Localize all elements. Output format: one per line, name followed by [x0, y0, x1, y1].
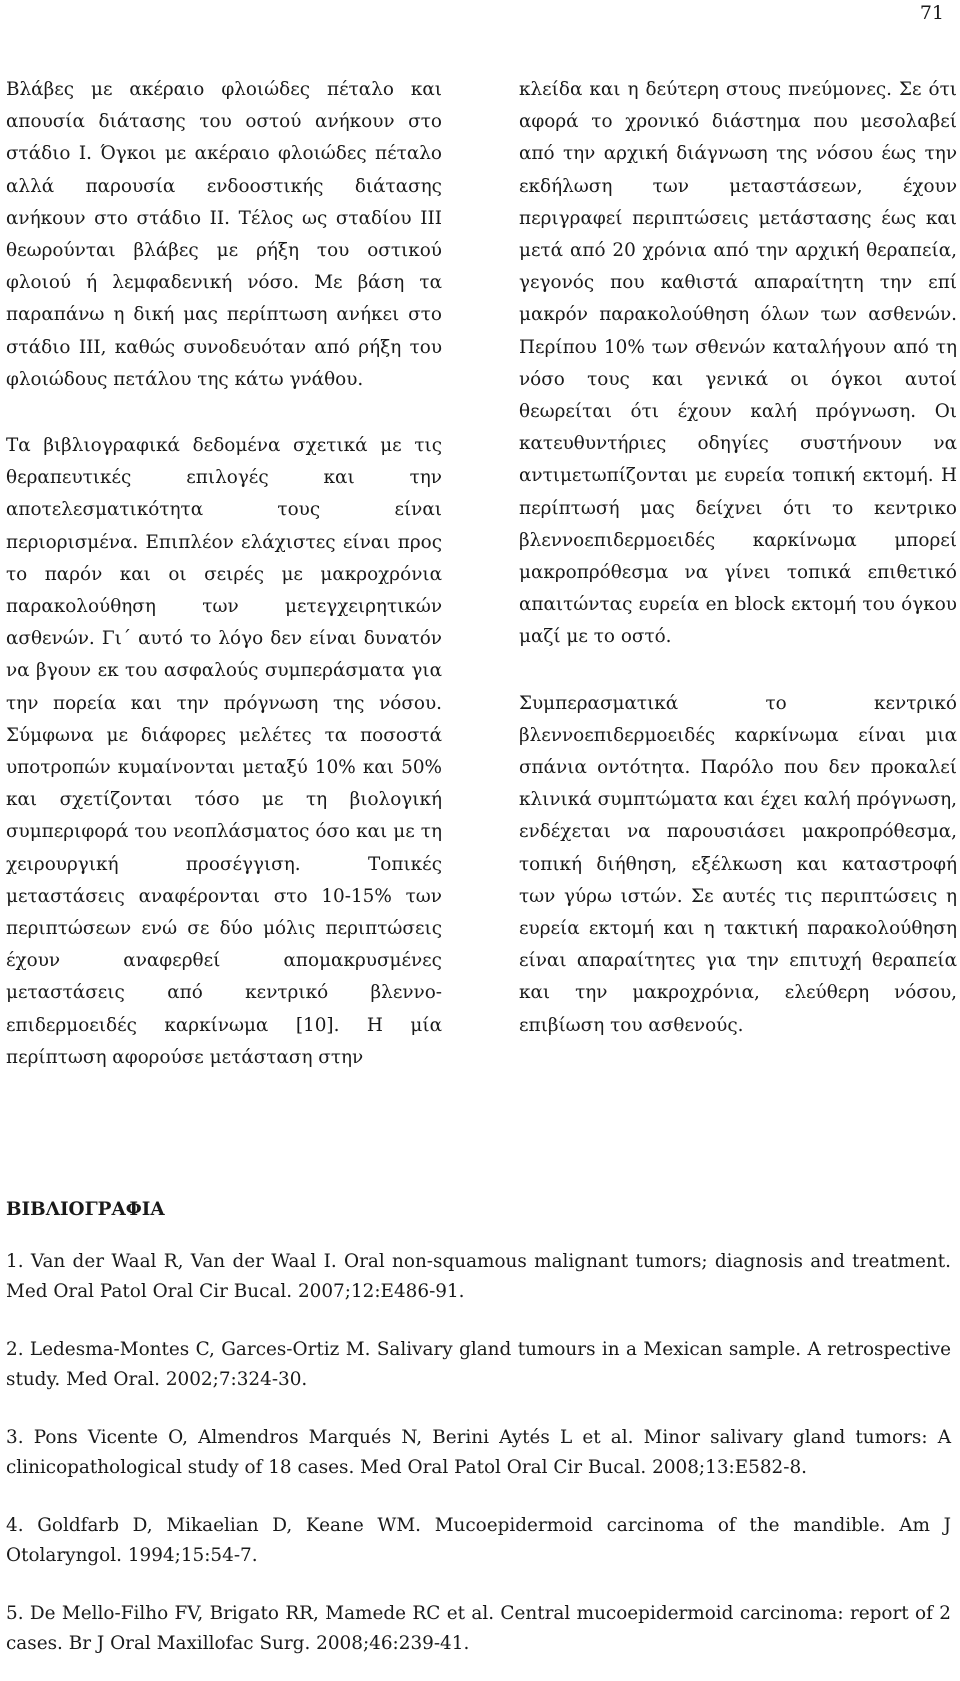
reference-item: 1. Van der Waal R, Van der Waal I. Oral non-squamous malignant tumors; diagnosis and treatment. Med Oral Patol Oral Cir Bucal. 2007;12:E486-91. — [6, 1251, 951, 1302]
reference-item: 2. Ledesma-Montes C, Garces-Ortiz M. Salivary gland tumours in a Mexican sample. A retrospective study. Med Oral. 2002;7:324-30. — [6, 1339, 951, 1390]
left-column — [6, 74, 442, 1074]
left-paragraph-2: Τα βιβλιογραφικά δεδομένα σχετικά με τις θεραπευτικές επιλογές και την αποτελεσματικότητα τους είναι περιορισμένα. Επιπλέον ελάχιστες είναι προς το παρόν και οι σειρές με μακροχρόνια παρακολούθηση των μετεγχειρητικών ασθενών. Γι΄ αυτό το λόγο δεν είναι δυνατόν να βγουν εκ του ασφαλούς συμπεράσματα για την πορεία και την πρόγνωση της νόσου. Σύμφωνα με διάφορες μελέτες τα ποσοστά υποτροπών κυμαίνονται μεταξύ 10% και 50% και σχετίζονται τόσο με τη βιολογική συμπεριφορά του νεοπλάσματος όσο και με τη χειρουργική προσέγγιση. Τοπικές μεταστάσεις αναφέρονται στο 10-15% των περιπτώσεων ενώ σε δύο μόλις περιπτώσεις έχουν αναφερθεί απομακρυσμένες μεταστάσεις από κεντρικό βλεννο-επιδερμοειδές καρκίνωμα [10]. Η μία περίπτωση αφορούσε μετάσταση στην — [6, 435, 442, 1068]
right-paragraph-2: Συμπερασματικά το κεντρικό βλεννοεπιδερμοειδές καρκίνωμα είναι μια σπάνια οντότητα. Παρόλο που δεν προκαλεί κλινικά συμπτώματα και έχει καλή πρόγνωση, ενδέχεται να παρουσιάσει μακροπρόθεσμα, τοπική διήθηση, εξέλκωση και καταστροφή των γύρω ιστών. Σε αυτές τις περιπτώσεις η ευρεία εκτομή και η τακτική παρακολούθηση είναι απαραίτητες για την επιτυχή θεραπεία και την μακροχρόνια, ελεύθερη νόσου, επιβίωση του ασθενούς. — [519, 692, 957, 1036]
body-columns — [6, 74, 960, 1144]
reference-item: 5. De Mello-Filho FV, Brigato RR, Mamede RC et al. Central mucoepidermoid carcinoma: report of 2 cases. Br J Oral Maxillofac Surg. 2008;46:239-41. — [6, 1603, 951, 1654]
bibliography-heading: ΒΙΒΛΙΟΓΡΑΦΙΑ — [6, 1199, 165, 1220]
right-column — [519, 74, 957, 1042]
page-number: 71 — [919, 2, 944, 24]
bibliography-section — [6, 1195, 951, 1659]
left-paragraph-1: Βλάβες με ακέραιο φλοιώδες πέταλο και απουσία διάτασης του οστού ανήκουν στο στάδιο Ι. Όγκοι με ακέραιο φλοιώδες πέταλο αλλά παρουσία ενδοοστικής διάτασης ανήκουν στο στάδιο ΙΙ. Τέλος ως σταδίου ΙΙΙ θεωρούνται βλάβες με ρήξη του οστικού φλοιού ή λεμφαδενική νόσο. Με βάση τα παραπάνω η δική μας περίπτωση ανήκει στο στάδιο ΙΙΙ, καθώς συνοδευόταν από ρήξη του φλοιώδους πετάλου της κάτω γνάθου. — [6, 79, 442, 390]
reference-item: 3. Pons Vicente O, Almendros Marqués N, Berini Aytés L et al. Minor salivary gland tumors: A clinicopathological study of 18 cases. Med Oral Patol Oral Cir Bucal. 2008;13:E582-8. — [6, 1427, 951, 1478]
reference-item: 4. Goldfarb D, Mikaelian D, Keane WM. Mucoepidermoid carcinoma of the mandible. Am J Otolaryngol. 1994;15:54-7. — [6, 1515, 951, 1566]
right-paragraph-1: κλείδα και η δεύτερη στους πνεύμονες. Σε ότι αφορά το χρονικό διάστημα που μεσολαβεί από την αρχική διάγνωση της νόσου έως την εκδήλωση των μεταστάσεων, έχουν περιγραφεί περιπτώσεις μετάστασης έως και μετά από 20 χρόνια από την αρχική θεραπεία, γεγονός που καθιστά απαραίτητη την επί μακρόν παρακολούθηση όλων των ασθενών. Περίπου 10% των σθενών καταλήγουν από τη νόσο τους και γενικά οι όγκοι αυτοί θεωρείται ότι έχουν καλή πρόγνωση. Οι κατευθυντήριες οδηγίες συστήνουν να αντιμετωπίζονται με ευρεία τοπική εκτομή. Η περίπτωσή μας δείχνει ότι το κεντρικο βλεννοεπιδερμοειδές καρκίνωμα μπορεί μακροπρόθεσμα να γίνει τοπικά επιθετικό απαιτώντας ευρεία en block εκτομή του όγκου μαζί με το οστό. — [519, 79, 957, 648]
reference-list — [6, 1247, 951, 1659]
